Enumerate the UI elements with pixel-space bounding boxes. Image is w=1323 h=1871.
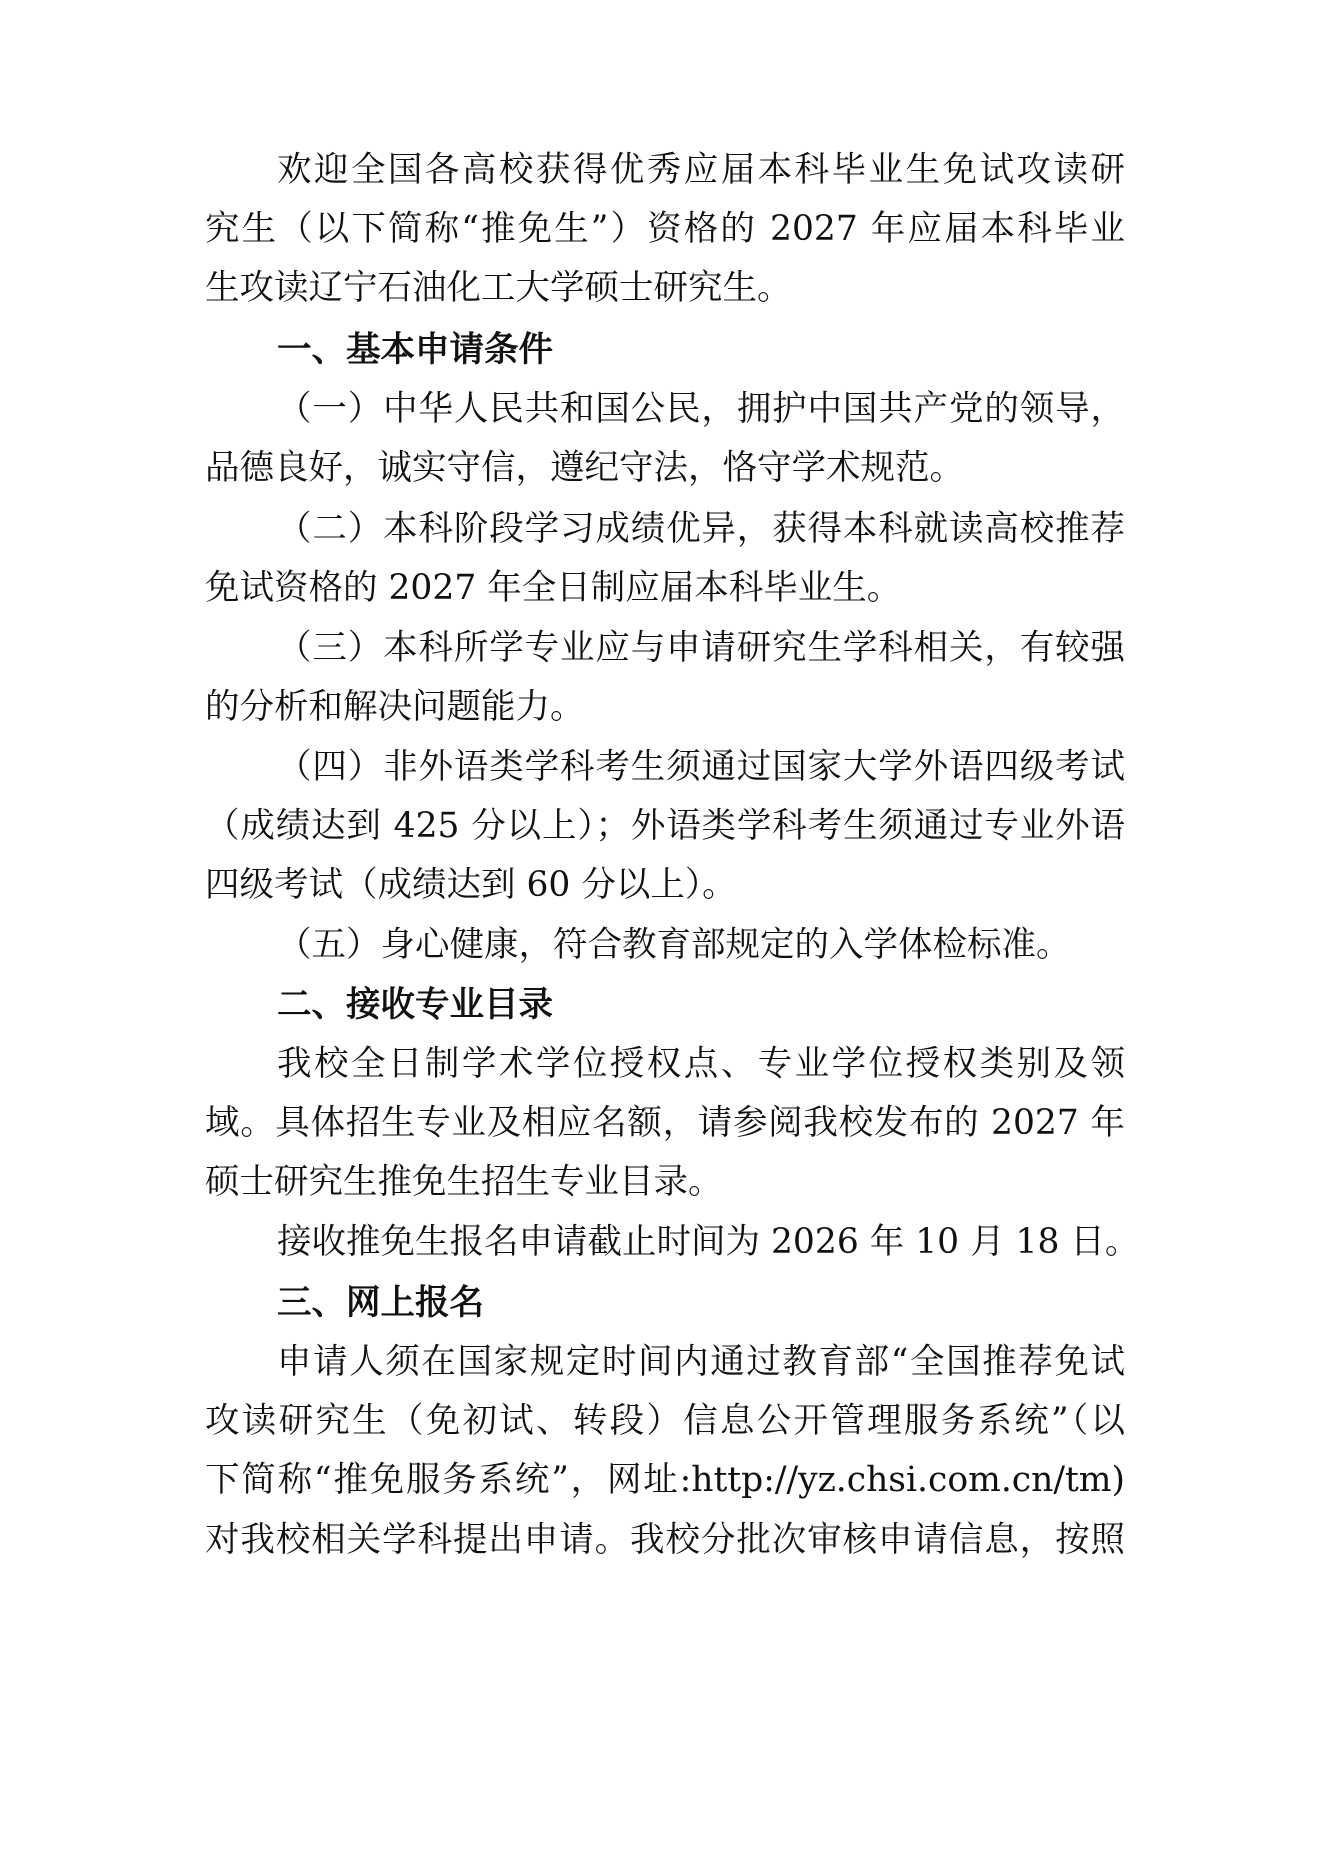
section-3-p1-line-4: 对我校相关学科提出申请。我校分批次审核申请信息，按照: [205, 1520, 1125, 1560]
item-2-line-2: 免试资格的 2027 年全日制应届本科毕业生。: [205, 568, 902, 608]
item-4-line-2: （成绩达到 425 分以上）；外语类学科考生须通过专业外语: [205, 806, 1125, 846]
section-2-p1-line-3: 硕士研究生推免生招生专业目录。: [205, 1162, 723, 1202]
section-3-p1-line-1: 申请人须在国家规定时间内通过教育部“全国推荐免试: [277, 1342, 1125, 1382]
item-4-line-3: 四级考试（成绩达到 60 分以上）。: [205, 865, 737, 905]
item-5-line-1: （五）身心健康，符合教育部规定的入学体检标准。: [277, 925, 1071, 965]
section-2-heading: 二、接收专业目录: [277, 985, 553, 1025]
item-3-line-2: 的分析和解决问题能力。: [205, 687, 585, 727]
section-3-heading: 三、网上报名: [277, 1283, 484, 1323]
section-3-p1-line-2: 攻读研究生（免初试、转段）信息公开管理服务系统”（以: [205, 1401, 1125, 1441]
item-1-line-1: （一）中华人民共和国公民，拥护中国共产党的领导，: [277, 389, 1125, 429]
section-2-p1-line-1: 我校全日制学术学位授权点、专业学位授权类别及领: [277, 1044, 1125, 1084]
item-2-line-1: （二）本科阶段学习成绩优异，获得本科就读高校推荐: [277, 509, 1125, 549]
deadline-line: 接收推免生报名申请截止时间为 2026 年 10 月 18 日。: [277, 1222, 1140, 1262]
intro-line-1: 欢迎全国各高校获得优秀应届本科毕业生免试攻读研: [277, 150, 1125, 190]
item-1-line-2: 品德良好，诚实守信，遵纪守法，恪守学术规范。: [205, 448, 964, 488]
intro-line-3: 生攻读辽宁石油化工大学硕士研究生。: [205, 268, 792, 308]
section-3-p1-line-3: 下简称“推免服务系统”，网址:http://yz.chsi.com.cn/tm): [205, 1460, 1125, 1500]
section-2-p1-line-2: 域。具体招生专业及相应名额，请参阅我校发布的 2027 年: [205, 1103, 1125, 1143]
item-4-line-1: （四）非外语类学科考生须通过国家大学外语四级考试: [277, 747, 1125, 787]
item-3-line-1: （三）本科所学专业应与申请研究生学科相关，有较强: [277, 628, 1125, 668]
intro-line-2: 究生（以下简称“推免生”）资格的 2027 年应届本科毕业: [205, 209, 1125, 249]
section-1-heading: 一、基本申请条件: [277, 330, 553, 370]
